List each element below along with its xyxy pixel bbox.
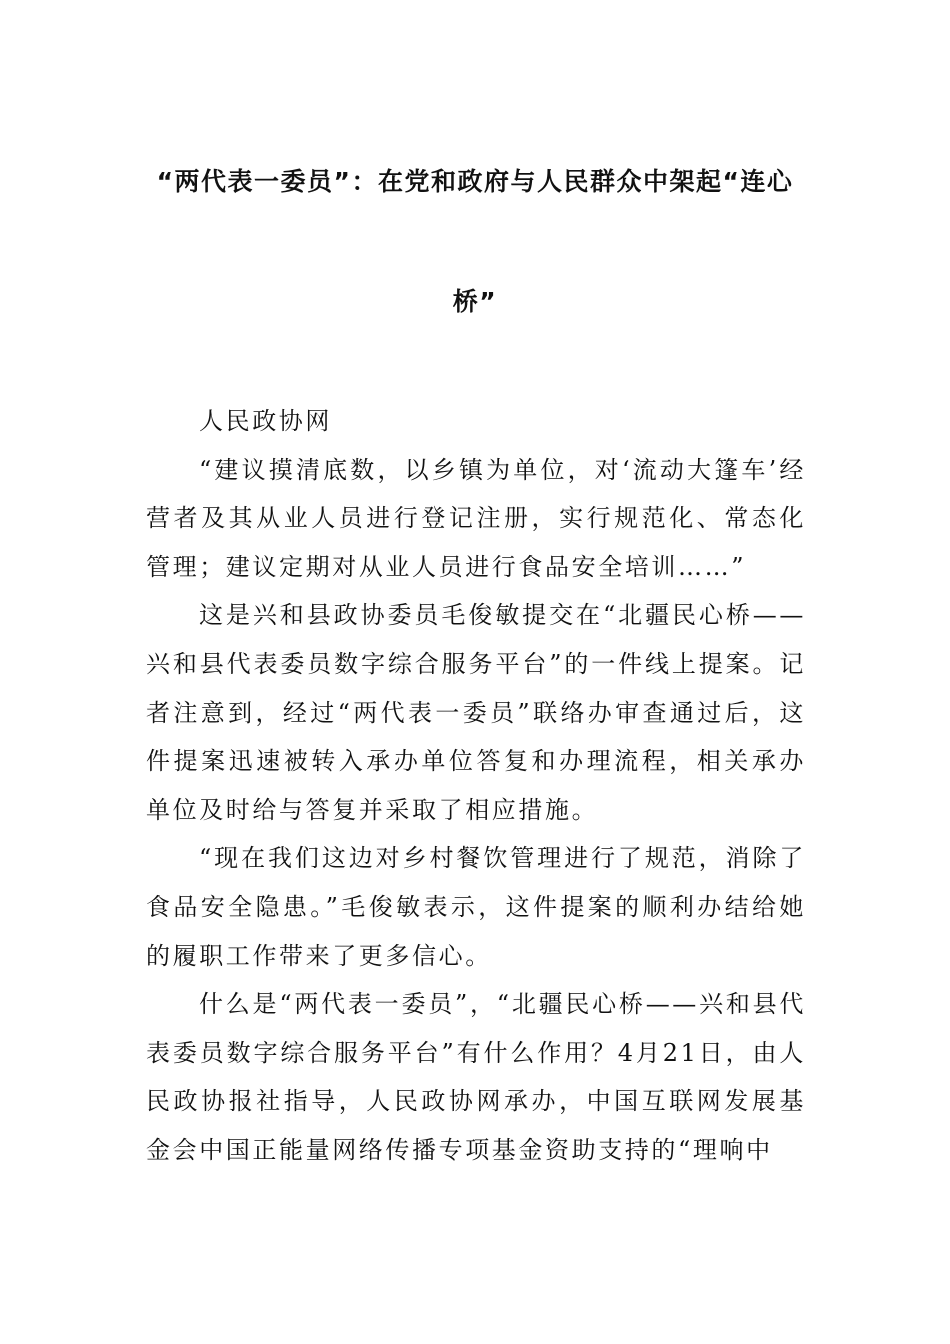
source-line: 人民政协网 bbox=[199, 407, 332, 435]
article-body bbox=[146, 397, 806, 1175]
article-title-line-1: “两代表一委员”：在党和政府与人民群众中架起“连心 bbox=[156, 167, 794, 196]
paragraph-platform-question: 什么是“两代表一委员”，“北疆民心桥——兴和县代表委员数字综合服务平台”有什么作用？4月21日，由人民政协报社指导，人民政协网承办，中国互联网发展基金会中国正能量网络传播专项基金资助支持的“理响中 bbox=[146, 990, 806, 1164]
paragraph-proposal-context: 这是兴和县政协委员毛俊敏提交在“北疆民心桥——兴和县代表委员数字综合服务平台”的一件线上提案。记者注意到，经过“两代表一委员”联络办审查通过后，这件提案迅速被转入承办单位答复和办理流程，相关承办单位及时给与答复并采取了相应措施。 bbox=[146, 601, 806, 824]
paragraph-quote-proposal: “建议摸清底数，以乡镇为单位，对‘流动大篷车’经营者及其从业人员进行登记注册，实行规范化、常态化管理；建议定期对从业人员进行食品安全培训……” bbox=[146, 455, 806, 581]
paragraph-quote-result: “现在我们这边对乡村餐饮管理进行了规范，消除了食品安全隐患。”毛俊敏表示，这件提案的顺利办结给她的履职工作带来了更多信心。 bbox=[146, 844, 806, 970]
article-title-line-2: 桥” bbox=[452, 287, 498, 316]
